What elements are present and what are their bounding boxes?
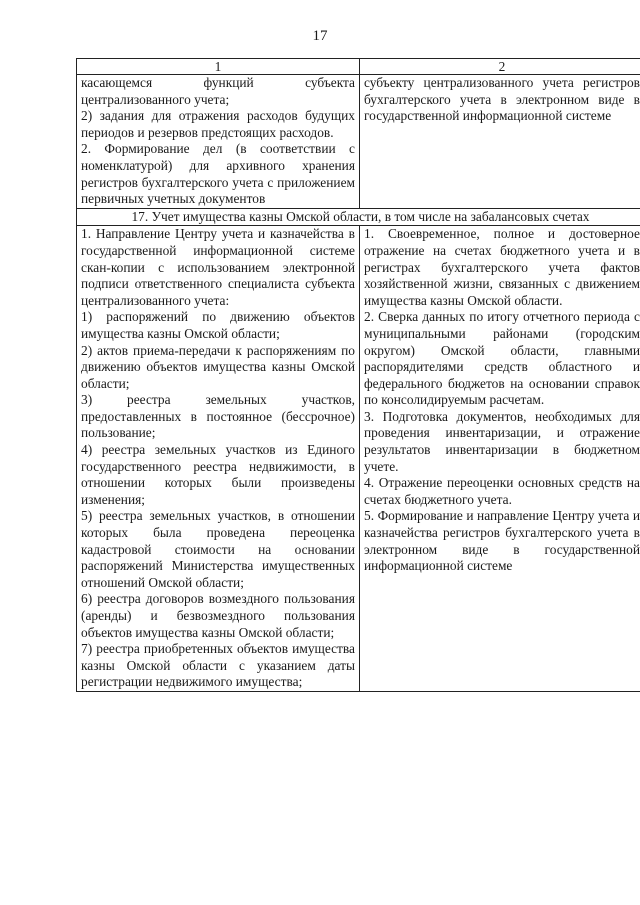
- row2-col2-cell: [360, 226, 640, 692]
- paragraph: 5) реестра земельных участков, в отношении которых была проведена переоценка кадастровой стоимости на основании распоряжений Министерства имущественных отношений Омской области;: [81, 508, 355, 590]
- paragraph: 1. Своевременное, полное и достоверное отражение на счетах бюджетного учета и в регистрах бухгалтерского учета фактов хозяйственной жизни, связанных с движением имущества казны Омской области.: [364, 226, 640, 308]
- paragraph: 3. Подготовка документов, необходимых для проведения инвентаризации, и отражение результатов инвентаризации в бюджетном учете.: [364, 408, 640, 474]
- section-row: [77, 208, 640, 226]
- section-17-title: 17. Учет имущества казны Омской области, в том числе на забалансовых счетах: [77, 208, 640, 226]
- table-header-row: [77, 59, 640, 75]
- paragraph: 2) актов приема-передачи к распоряжениям по движению объектов имущества казны Омской области;: [81, 342, 355, 391]
- paragraph: 2. Формирование дел (в соответствии с номенклатурой) для архивного хранения регистров бухгалтерского учета с приложением первичных учетных документов: [81, 141, 355, 207]
- table-row: [77, 226, 640, 692]
- paragraph: 1) распоряжений по движению объектов имущества казны Омской области;: [81, 309, 355, 341]
- page-number: 17: [312, 28, 328, 44]
- column-header-2: 2: [360, 59, 640, 75]
- row2-col1-cell: [77, 226, 360, 692]
- paragraph: субъекту централизованного учета регистров бухгалтерского учета в электронном виде в государственной информационной системе: [364, 75, 640, 124]
- paragraph: 4) реестра земельных участков из Единого государственного реестра недвижимости, в отношении которых были произведены изменения;: [81, 442, 355, 507]
- column-header-1: 1: [77, 59, 360, 75]
- functions-table: [76, 58, 640, 692]
- paragraph: 7) реестра приобретенных объектов имущества казны Омской области с указанием даты регистрации недвижимого имущества;: [81, 641, 355, 690]
- paragraph: 5. Формирование и направление Центру учета и казначейства регистров бухгалтерского учета в электронном виде в государственной информационной системе: [364, 508, 640, 574]
- paragraph: 2. Сверка данных по итогу отчетного периода с муниципальными районами (городским округом) Омской области, главными распорядителями средств областного и федерального бюджетов на основании справок по консолидируемым расчетам.: [364, 309, 640, 408]
- row1-col2-cell: [360, 75, 640, 209]
- row1-col1-cell: [77, 75, 360, 209]
- paragraph: 2) задания для отражения расходов будущих периодов и резервов предстоящих расходов.: [81, 108, 355, 140]
- table-row: [77, 75, 640, 209]
- paragraph: 4. Отражение переоценки основных средств на счетах бюджетного учета.: [364, 475, 640, 507]
- paragraph: 3) реестра земельных участков, предоставленных в постоянное (бессрочное) пользование;: [81, 392, 355, 441]
- paragraph: 6) реестра договоров возмездного пользования (аренды) и безвозмездного пользования объектов имущества казны Омской области;: [81, 591, 355, 640]
- paragraph: 1. Направление Центру учета и казначейства в государственной информационной системе скан-копии с использованием электронной подписи ответственного специалиста субъекта централизованного учета:: [81, 226, 355, 308]
- paragraph: касающемся функций субъекта централизованного учета;: [81, 75, 355, 107]
